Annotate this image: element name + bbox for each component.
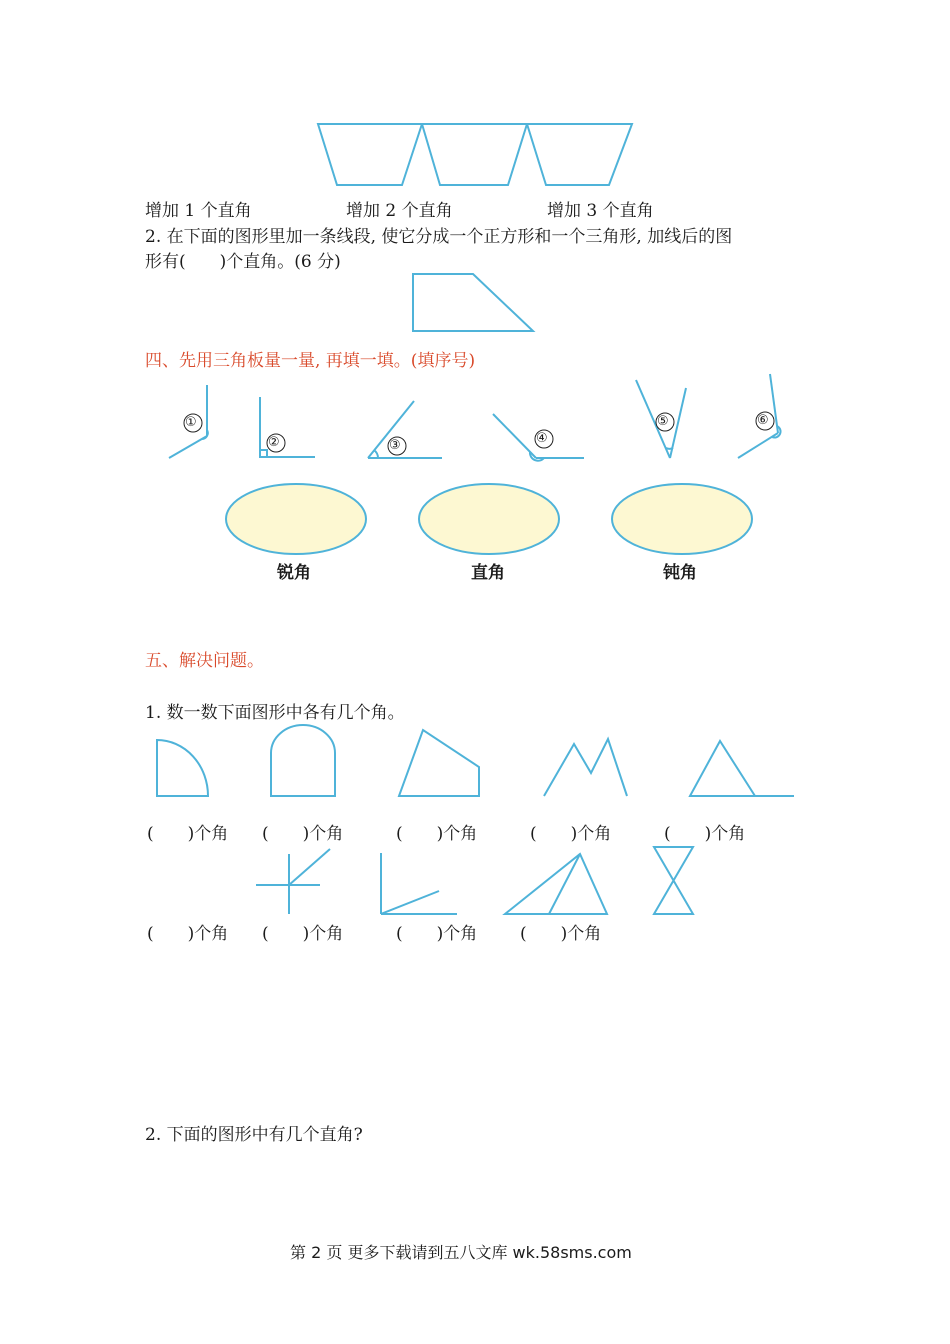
part5-q1: 1. 数一数下面图形中各有几个角。 — [145, 703, 405, 723]
angle-number-6: ⑥ — [757, 413, 769, 428]
part5-q2: 2. 下面的图形中有几个直角? — [145, 1125, 363, 1145]
answer-blank-8[interactable]: ( )个角 — [396, 924, 478, 944]
part4-heading: 四、先用三角板量一量, 再填一填。(填序号) — [145, 351, 476, 371]
label-add-2: 增加 2 个直角 — [346, 201, 453, 221]
angle-number-5: ⑤ — [657, 414, 669, 429]
answer-blank-9[interactable]: ( )个角 — [520, 924, 602, 944]
part5-heading: 五、解决问题。 — [145, 651, 264, 671]
q2-line1: 2. 在下面的图形里加一条线段, 使它分成一个正方形和一个三角形, 加线后的图 — [145, 227, 733, 247]
answer-blank-5[interactable]: ( )个角 — [664, 824, 746, 844]
angle-number-3: ③ — [389, 438, 401, 453]
oval-label-acute: 锐角 — [277, 563, 311, 583]
answer-blank-6[interactable]: ( )个角 — [147, 924, 229, 944]
answer-blank-2[interactable]: ( )个角 — [262, 824, 344, 844]
label-add-3: 增加 3 个直角 — [547, 201, 654, 221]
oval-label-obtuse: 钝角 — [663, 563, 697, 583]
answer-blank-1[interactable]: ( )个角 — [147, 824, 229, 844]
answer-blank-3[interactable]: ( )个角 — [396, 824, 478, 844]
answer-blank-7[interactable]: ( )个角 — [262, 924, 344, 944]
oval-label-right: 直角 — [471, 563, 505, 583]
answer-blank-4[interactable]: ( )个角 — [530, 824, 612, 844]
q2-line2: 形有( )个直角。(6 分) — [145, 252, 341, 272]
angle-number-4: ④ — [536, 431, 548, 446]
page-footer: 第 2 页 更多下载请到五八文库 wk.58sms.com — [290, 1243, 632, 1262]
label-add-1: 增加 1 个直角 — [145, 201, 252, 221]
angle-number-1: ① — [185, 415, 197, 430]
angle-number-2: ② — [268, 435, 280, 450]
